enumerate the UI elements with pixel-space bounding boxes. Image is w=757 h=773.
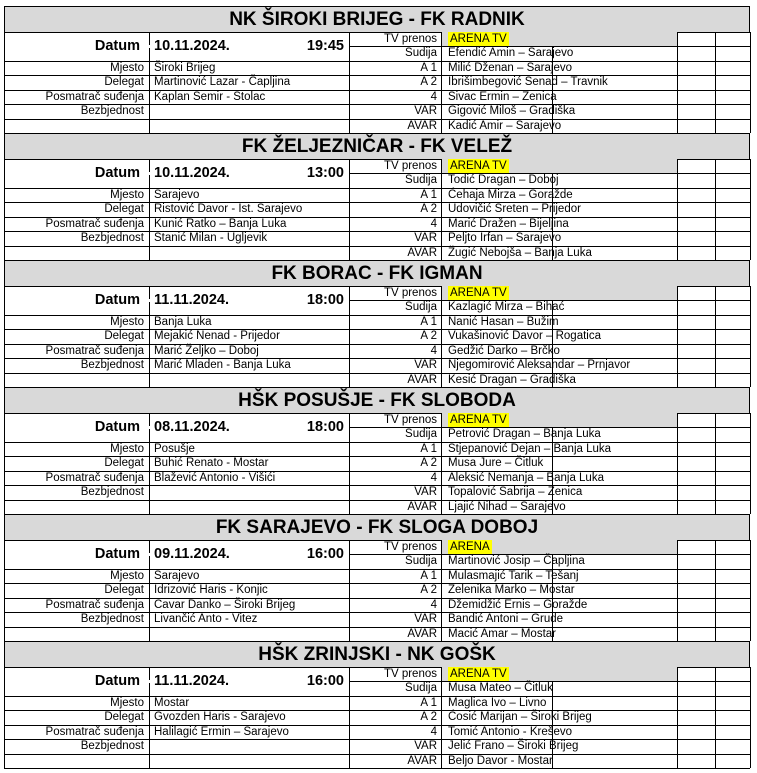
- referee-label: Sudija: [405, 174, 437, 186]
- referee-label: Sudija: [405, 428, 437, 440]
- grid-line-vertical: [677, 286, 678, 387]
- referee-value: Kazlagić Mirza – Bihać: [448, 301, 565, 313]
- assistant-1-label: A 1: [420, 697, 437, 709]
- delegate-value: Mejakić Nenad - Prijedor: [154, 330, 280, 342]
- date-label: Datum: [94, 419, 140, 435]
- referee-observer-label: Posmatrač suđenja: [45, 472, 144, 484]
- referee-value: Petrović Dragan – Banja Luka: [448, 428, 601, 440]
- assistant-2-value: Vukašinović Davor – Rogatica: [448, 330, 601, 342]
- fourth-official-value: Aleksić Nemanja – Banja Luka: [448, 472, 604, 484]
- match-block: [4, 387, 750, 514]
- fourth-official-label: 4: [430, 599, 437, 611]
- referee-observer-value: Kaplan Semir - Stolac: [154, 91, 266, 103]
- security-value: Livančić Anto - Vitez: [154, 613, 258, 625]
- tv-broadcast-value: ARENA TV: [450, 33, 507, 45]
- var-official-label: VAR: [414, 105, 437, 117]
- tv-broadcast-label: TV prenos: [383, 414, 437, 426]
- grid-line-vertical: [750, 413, 751, 514]
- tv-broadcast-value: ARENA TV: [450, 668, 507, 680]
- var-official-value: Peljto Irfan – Sarajevo: [448, 232, 562, 244]
- avar-official-value: Kadić Amir – Sarajevo: [448, 120, 562, 132]
- delegate-label: Delegat: [104, 457, 144, 469]
- referee-label: Sudija: [405, 301, 437, 313]
- assistant-2-value: Ćosić Marijan – Široki Brijeg: [448, 711, 592, 723]
- assistant-2-label: A 2: [420, 457, 437, 469]
- referee-assignment-sheet: [4, 6, 750, 768]
- assistant-1-label: A 1: [420, 570, 437, 582]
- fourth-official-label: 4: [430, 472, 437, 484]
- assistant-2-label: A 2: [420, 330, 437, 342]
- match-grid: [4, 540, 750, 641]
- assistant-1-label: A 1: [420, 443, 437, 455]
- date-value: 10.11.2024.: [154, 38, 230, 54]
- avar-official-value: Kesić Dragan – Gradiška: [448, 374, 576, 386]
- tv-broadcast-value: ARENA TV: [450, 414, 507, 426]
- var-official-value: Gigović Miloš – Gradiška: [448, 105, 576, 117]
- security-label: Bezbjednost: [80, 740, 144, 752]
- grid-line-vertical: [441, 540, 442, 641]
- grid-line-vertical: [750, 159, 751, 260]
- avar-official-label: AVAR: [407, 501, 437, 513]
- delegate-value: Buhić Renato - Mostar: [154, 457, 269, 469]
- var-official-value: Njegomirović Aleksandar – Prnjavor: [448, 359, 631, 371]
- match-block: [4, 514, 750, 641]
- venue-value: Banja Luka: [154, 316, 212, 328]
- match-title: HŠK ZRINJSKI - NK GOŠK: [4, 641, 750, 668]
- avar-official-label: AVAR: [407, 755, 437, 767]
- date-value: 11.11.2024.: [154, 292, 229, 308]
- assistant-2-label: A 2: [420, 584, 437, 596]
- avar-official-label: AVAR: [407, 247, 437, 259]
- security-label: Bezbjednost: [80, 232, 144, 244]
- assistant-2-value: Udovičić Sreten – Prijedor: [448, 203, 581, 215]
- referee-observer-value: Kunić Ratko – Banja Luka: [154, 218, 287, 230]
- assistant-1-label: A 1: [420, 316, 437, 328]
- delegate-label: Delegat: [104, 330, 144, 342]
- referee-observer-label: Posmatrač suđenja: [45, 726, 144, 738]
- assistant-1-label: A 1: [420, 189, 437, 201]
- match-block: [4, 641, 750, 768]
- fourth-official-label: 4: [430, 218, 437, 230]
- grid-line-vertical: [750, 667, 751, 768]
- venue-value: Široki Brijeg: [154, 62, 216, 74]
- assistant-2-label: A 2: [420, 76, 437, 88]
- var-official-value: Jelić Frano – Široki Brijeg: [448, 740, 579, 752]
- date-value: 11.11.2024.: [154, 673, 229, 689]
- venue-value: Posušje: [154, 443, 195, 455]
- grid-line-vertical: [441, 286, 442, 387]
- assistant-1-value: Nanić Hasan – Bužim: [448, 316, 559, 328]
- referee-observer-value: Marić Željko – Doboj: [154, 345, 259, 357]
- date-label: Datum: [94, 673, 140, 689]
- var-official-value: Bandić Antoni – Grude: [448, 613, 564, 625]
- tv-broadcast-value: ARENA TV: [450, 287, 507, 299]
- match-title: FK ŽELJEZNIČAR - FK VELEŽ: [4, 133, 750, 160]
- referee-observer-label: Posmatrač suđenja: [45, 91, 144, 103]
- delegate-value: Martinović Lazar - Čapljina: [154, 76, 291, 88]
- match-grid: [4, 413, 750, 514]
- venue-label: Mjesto: [110, 697, 144, 709]
- tv-broadcast-label: TV prenos: [383, 33, 437, 45]
- referee-value: Efendić Amin – Sarajevo: [448, 47, 574, 59]
- security-label: Bezbjednost: [80, 105, 144, 117]
- var-official-label: VAR: [414, 740, 437, 752]
- var-official-label: VAR: [414, 486, 437, 498]
- assistant-1-label: A 1: [420, 62, 437, 74]
- fourth-official-value: Džemidžić Ernis – Goražde: [448, 599, 588, 611]
- kickoff-time: 19:45: [306, 38, 344, 54]
- referee-observer-label: Posmatrač suđenja: [45, 218, 144, 230]
- tv-broadcast-label: TV prenos: [383, 160, 437, 172]
- venue-value: Sarajevo: [154, 570, 200, 582]
- grid-line-horizontal: [4, 768, 750, 769]
- assistant-1-value: Ćehaja Mirza – Goražde: [448, 189, 573, 201]
- delegate-label: Delegat: [104, 76, 144, 88]
- assistant-1-value: Milić Dženan – Sarajevo: [448, 62, 573, 74]
- match-title: HŠK POSUŠJE - FK SLOBODA: [4, 387, 750, 414]
- date-label: Datum: [94, 292, 140, 308]
- match-title: NK ŠIROKI BRIJEG - FK RADNIK: [4, 6, 750, 33]
- date-label: Datum: [94, 38, 140, 54]
- security-label: Bezbjednost: [80, 359, 144, 371]
- match-block: [4, 6, 750, 133]
- fourth-official-value: Tomić Antonio - Kreševo: [448, 726, 573, 738]
- avar-official-label: AVAR: [407, 120, 437, 132]
- date-value: 09.11.2024.: [154, 546, 230, 562]
- delegate-value: Idrizović Haris - Konjic: [154, 584, 268, 596]
- match-grid: [4, 667, 750, 768]
- referee-label: Sudija: [405, 47, 437, 59]
- grid-line-vertical: [715, 159, 716, 260]
- assistant-2-value: Zelenika Marko – Mostar: [448, 584, 575, 596]
- grid-line-vertical: [750, 540, 751, 641]
- date-value: 10.11.2024.: [154, 165, 230, 181]
- match-block: [4, 133, 750, 260]
- security-value: Marić Mladen - Banja Luka: [154, 359, 291, 371]
- grid-line-vertical: [677, 540, 678, 641]
- grid-line-vertical: [715, 32, 716, 133]
- avar-official-value: Ljajić Nihad – Sarajevo: [448, 501, 566, 513]
- var-official-label: VAR: [414, 359, 437, 371]
- referee-observer-value: Blažević Antonio - Višići: [154, 472, 276, 484]
- grid-line-vertical: [715, 286, 716, 387]
- match-grid: [4, 286, 750, 387]
- assistant-1-value: Stjepanović Dejan – Banja Luka: [448, 443, 612, 455]
- referee-observer-value: Cavar Danko – Široki Brijeg: [154, 599, 296, 611]
- match-block: [4, 260, 750, 387]
- tv-broadcast-value: ARENA TV: [450, 160, 507, 172]
- grid-line-vertical: [677, 32, 678, 133]
- match-grid: [4, 32, 750, 133]
- assistant-1-value: Mulasmajić Tarik – Tešanj: [448, 570, 579, 582]
- date-value: 08.11.2024.: [154, 419, 230, 435]
- date-label: Datum: [94, 165, 140, 181]
- grid-line-vertical: [441, 32, 442, 133]
- fourth-official-label: 4: [430, 345, 437, 357]
- match-grid: [4, 159, 750, 260]
- referee-label: Sudija: [405, 555, 437, 567]
- delegate-label: Delegat: [104, 203, 144, 215]
- security-value: Stanić Milan - Ugljevik: [154, 232, 268, 244]
- var-official-value: Topalović Sabrija – Zenica: [448, 486, 583, 498]
- tv-broadcast-label: TV prenos: [383, 541, 437, 553]
- tv-broadcast-label: TV prenos: [383, 668, 437, 680]
- referee-observer-label: Posmatrač suđenja: [45, 345, 144, 357]
- kickoff-time: 18:00: [306, 419, 344, 435]
- match-title: FK BORAC - FK IGMAN: [4, 260, 750, 287]
- grid-line-vertical: [441, 413, 442, 514]
- security-label: Bezbjednost: [80, 486, 144, 498]
- kickoff-time: 18:00: [306, 292, 344, 308]
- referee-value: Todić Dragan – Doboj: [448, 174, 559, 186]
- grid-line-vertical: [750, 286, 751, 387]
- avar-official-value: Žugić Nebojša – Banja Luka: [448, 247, 592, 259]
- avar-official-value: Macić Amar – Mostar: [448, 628, 556, 640]
- security-label: Bezbjednost: [80, 613, 144, 625]
- match-title: FK SARAJEVO - FK SLOGA DOBOJ: [4, 514, 750, 541]
- grid-line-vertical: [715, 413, 716, 514]
- fourth-official-value: Marić Dražen – Bijeljina: [448, 218, 569, 230]
- grid-line-vertical: [715, 667, 716, 768]
- venue-label: Mjesto: [110, 189, 144, 201]
- assistant-2-label: A 2: [420, 203, 437, 215]
- grid-line-vertical: [677, 159, 678, 260]
- assistant-2-value: Ibrišimbegović Senad – Travnik: [448, 76, 608, 88]
- grid-line-vertical: [441, 159, 442, 260]
- fourth-official-label: 4: [430, 726, 437, 738]
- assistant-2-label: A 2: [420, 711, 437, 723]
- fourth-official-value: Gedžić Darko – Brčko: [448, 345, 560, 357]
- date-label: Datum: [94, 546, 140, 562]
- referee-value: Musa Mateo – Čitluk: [448, 682, 553, 694]
- avar-official-label: AVAR: [407, 374, 437, 386]
- fourth-official-value: Sivac Ermin – Zenica: [448, 91, 557, 103]
- venue-label: Mjesto: [110, 316, 144, 328]
- grid-line-vertical: [750, 32, 751, 133]
- referee-value: Martinović Josip – Čapljina: [448, 555, 585, 567]
- var-official-label: VAR: [414, 613, 437, 625]
- grid-line-vertical: [715, 540, 716, 641]
- avar-official-value: Beljo Davor - Mostar: [448, 755, 553, 767]
- delegate-value: Ristović Davor - Ist. Sarajevo: [154, 203, 303, 215]
- grid-line-vertical: [441, 667, 442, 768]
- referee-label: Sudija: [405, 682, 437, 694]
- delegate-label: Delegat: [104, 711, 144, 723]
- delegate-value: Gvozden Haris - Sarajevo: [154, 711, 286, 723]
- venue-value: Mostar: [154, 697, 190, 709]
- venue-label: Mjesto: [110, 62, 144, 74]
- tv-broadcast-value: ARENA: [450, 541, 490, 553]
- var-official-label: VAR: [414, 232, 437, 244]
- avar-official-label: AVAR: [407, 628, 437, 640]
- referee-observer-value: Halilagić Ermin – Sarajevo: [154, 726, 289, 738]
- assistant-2-value: Musa Jure – Čitluk: [448, 457, 544, 469]
- grid-line-vertical: [677, 667, 678, 768]
- fourth-official-label: 4: [430, 91, 437, 103]
- venue-label: Mjesto: [110, 570, 144, 582]
- delegate-label: Delegat: [104, 584, 144, 596]
- assistant-1-value: Maglica Ivo – Livno: [448, 697, 547, 709]
- tv-broadcast-label: TV prenos: [383, 287, 437, 299]
- kickoff-time: 13:00: [306, 165, 344, 181]
- referee-observer-label: Posmatrač suđenja: [45, 599, 144, 611]
- grid-line-vertical: [677, 413, 678, 514]
- venue-label: Mjesto: [110, 443, 144, 455]
- kickoff-time: 16:00: [306, 673, 344, 689]
- kickoff-time: 16:00: [306, 546, 344, 562]
- venue-value: Sarajevo: [154, 189, 200, 201]
